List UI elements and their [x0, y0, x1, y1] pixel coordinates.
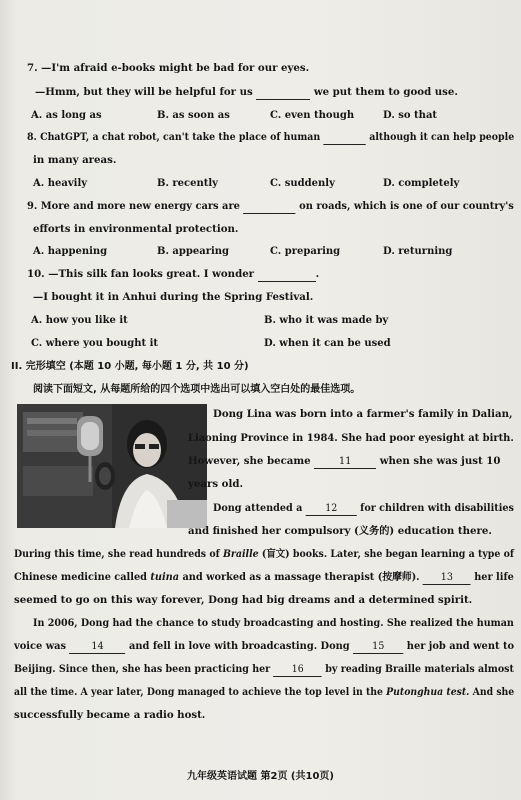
q7-reply-after: we put them to good use. — [313, 86, 458, 98]
passage-p1-line3b: when she was just 10 — [379, 455, 501, 467]
q7-option-c[interactable]: C. even though — [270, 110, 355, 121]
passage-p2-line3 — [14, 548, 514, 561]
q9-option-b[interactable]: B. appearing — [157, 246, 230, 257]
passage-p2-line3b: (盲文) books. Later, she began learning a type of — [261, 548, 514, 560]
q9-blank[interactable] — [243, 200, 295, 214]
q9-line2: efforts in environmental protection. — [33, 223, 239, 235]
blank-12[interactable]: 12 — [306, 502, 357, 516]
passage-p2-line4a: Chinese medicine called — [14, 571, 147, 583]
q8-option-a[interactable]: A. heavily — [33, 178, 88, 189]
putonghua-term: Putonghua test. — [386, 686, 470, 698]
q8-before: 8. ChatGPT, a chat robot, can't take the place of human — [27, 131, 321, 143]
q10-option-b[interactable]: B. who it was made by — [264, 315, 389, 326]
q7-blank[interactable] — [256, 86, 310, 100]
passage-p3-line4 — [14, 686, 514, 699]
passage-p1-line3 — [188, 455, 500, 469]
q9-option-c[interactable]: C. preparing — [270, 246, 341, 257]
blank-15[interactable]: 15 — [353, 640, 403, 654]
q9-before: 9. More and more new energy cars are — [27, 200, 240, 212]
q10-before: 10. —This silk fan looks great. I wonder — [27, 268, 255, 280]
q9-stem — [27, 200, 514, 214]
q9-option-d[interactable]: D. returning — [383, 246, 453, 257]
passage-p2-line3a: During this time, she read hundreds of — [14, 548, 220, 560]
blank-14[interactable]: 14 — [70, 640, 126, 654]
q10-option-d[interactable]: D. when it can be used — [264, 338, 391, 349]
passage-p3-line4a: all the time. A year later, Dong managed to achieve the top level in the — [14, 686, 383, 698]
passage-p3-line3 — [14, 663, 514, 677]
section-heading: II. 完形填空 (本题 10 小题, 每小题 1 分, 共 10 分) — [11, 361, 249, 372]
passage-p1-line3a: However, she became — [188, 455, 311, 467]
passage-p2-line1a: Dong attended a — [213, 502, 303, 514]
q10-reply: —I bought it in Anhui during the Spring Festival. — [33, 291, 314, 303]
passage-p1-line1: Dong Lina was born into a farmer's family in Dalian, — [213, 408, 513, 420]
section-instruction: 阅读下面短文, 从每题所给的四个选项中选出可以填入空白处的最佳选项。 — [33, 384, 361, 395]
q7-reply — [35, 86, 458, 100]
broadcaster-photo — [17, 404, 207, 528]
q10-blank[interactable] — [258, 268, 316, 282]
passage-p3-line4b: And she — [472, 686, 515, 698]
q8-after: although it can help people — [369, 131, 515, 143]
passage-p3-line1: In 2006, Dong had the chance to study broadcasting and hosting. She realized the human — [33, 617, 514, 629]
page-footer: 九年级英语试题 第2页 (共10页) — [187, 771, 334, 782]
passage-p2-line5: seemed to go on this way forever, Dong had big dreams and a determined spirit. — [14, 594, 473, 606]
q8-option-b[interactable]: B. recently — [157, 178, 218, 189]
q9-option-a[interactable]: A. happening — [33, 246, 108, 257]
passage-p3-line2 — [14, 640, 514, 654]
blank-11[interactable]: 11 — [314, 455, 376, 469]
passage-p3-line3a: Beijing. Since then, she has been practicing her — [14, 663, 271, 675]
passage-p2-line4c: her life — [474, 571, 514, 583]
q7-reply-before: —Hmm, but they will be helpful for us — [35, 86, 253, 98]
passage-p2-line4 — [14, 571, 514, 585]
q9-after: on roads, which is one of our country's — [299, 200, 514, 212]
q8-blank[interactable] — [323, 131, 365, 145]
passage-p2-line1 — [213, 502, 514, 516]
blank-13[interactable]: 13 — [423, 571, 471, 585]
q8-stem — [27, 131, 514, 145]
q10-option-a[interactable]: A. how you like it — [31, 315, 128, 326]
passage-p1-line4: years old. — [188, 478, 243, 490]
passage-p2-line2: and finished her compulsory (义务的) education there. — [188, 525, 492, 537]
passage-p3-line5: successfully became a radio host. — [14, 709, 206, 721]
passage-p1-line2: Liaoning Province in 1984. She had poor eyesight at birth. — [188, 432, 514, 444]
passage-p2-line4b: and worked as a massage therapist (按摩师). — [182, 571, 420, 583]
braille-term: Braille — [222, 548, 259, 560]
passage-p2-line1b: for children with disabilities — [360, 502, 514, 514]
tuina-term: tuina — [150, 571, 180, 583]
blank-16[interactable]: 16 — [274, 663, 322, 677]
passage-p3-line2a: voice was — [14, 640, 67, 652]
q8-line2: in many areas. — [33, 154, 117, 166]
photo-illustration — [17, 404, 207, 528]
q10-option-c[interactable]: C. where you bought it — [31, 338, 159, 349]
q10-stem — [27, 268, 319, 282]
q8-option-c[interactable]: C. suddenly — [270, 178, 335, 189]
q8-option-d[interactable]: D. completely — [383, 178, 460, 189]
q7-option-d[interactable]: D. so that — [383, 110, 438, 121]
passage-p3-line3b: by reading Braille materials almost — [325, 663, 514, 675]
passage-p3-line2c: her job and went to — [406, 640, 515, 652]
q7-option-b[interactable]: B. as soon as — [157, 110, 230, 121]
passage-p3-line2b: and fell in love with broadcasting. Dong — [128, 640, 350, 652]
q7-stem: 7. —I'm afraid e-books might be bad for our eyes. — [27, 62, 310, 74]
q10-after: . — [315, 268, 320, 280]
q7-option-a[interactable]: A. as long as — [31, 110, 102, 121]
